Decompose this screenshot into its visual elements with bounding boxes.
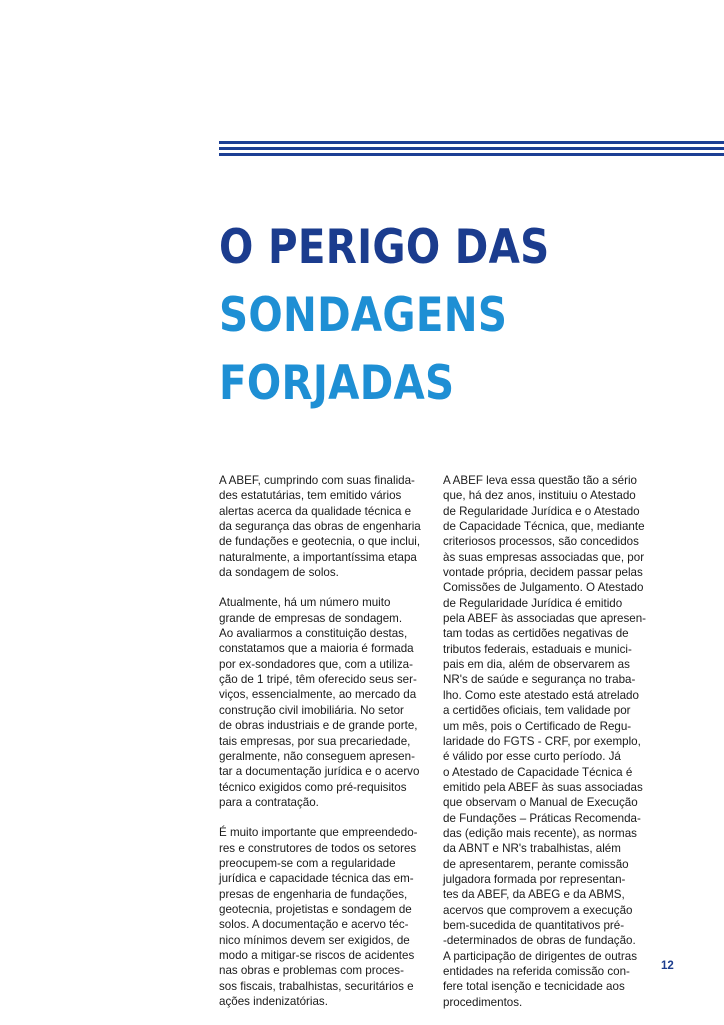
text-line: emitido pela ABEF às suas associadas: [443, 780, 643, 794]
text-line: tes da ABEF, da ABEG e da ABMS,: [443, 888, 625, 902]
text-line: de apresentarem, perante comissão: [443, 857, 629, 871]
text-line: pais em dia, além de observarem as: [443, 658, 630, 672]
left-column: [219, 473, 432, 1024]
text-line: presas de engenharia de fundações,: [219, 887, 408, 901]
text-line: nas obras e problemas com proces-: [219, 964, 404, 978]
text-line: viços, essencialmente, ao mercado da: [219, 688, 417, 702]
text-line: de fundações e geotecnia, o que inclui,: [219, 535, 421, 549]
text-line: entidades na referida comissão con-: [443, 965, 630, 978]
text-line: A ABEF leva essa questão tão a sério: [443, 474, 637, 487]
text-line: pela ABEF às associadas que apresen-: [443, 612, 647, 626]
text-line: É muito importante que empreendedo-: [219, 826, 418, 840]
text-line: -determinados de obras de fundação.: [443, 934, 636, 948]
right-column: [443, 473, 658, 1025]
title-line-2: SONDAGENS: [219, 288, 508, 343]
text-line: criteriosos processos, são concedidos: [443, 535, 639, 549]
text-line: res e construtores de todos os setores: [219, 841, 417, 855]
text-line: constatamos que a maioria é formada: [219, 642, 414, 656]
text-line: da sondagem de solos.: [219, 566, 339, 580]
page-number: 12: [661, 960, 674, 972]
text-line: técnico exigidos como pré-requisitos: [219, 780, 407, 794]
text-line: julgadora formada por representan-: [443, 872, 626, 886]
text-line: um mês, pois o Certificado de Regu-: [443, 719, 632, 733]
text-line: de obras industriais e de grande porte,: [219, 719, 418, 733]
text-line: Ao avaliarmos a constituição destas,: [219, 627, 408, 641]
text-line: Comissões de Julgamento. O Atestado: [443, 581, 644, 595]
text-line: de Regularidade Jurídica e o Atestado: [443, 504, 640, 518]
text-line: sos fiscais, trabalhistas, securitários e: [219, 979, 414, 993]
text-line: des estatutárias, tem emitido vários: [219, 489, 402, 503]
text-line: alertas acerca da qualidade técnica e: [219, 504, 412, 518]
text-line: A ABEF, cumprindo com suas finalida-: [219, 474, 415, 487]
text-line: que, há dez anos, instituiu o Atestado: [443, 489, 636, 503]
text-line: de Fundações – Práticas Recomenda-: [443, 811, 641, 825]
text-line: que observam o Manual de Execução: [443, 796, 638, 810]
header-rule-2: [219, 147, 724, 150]
text-line: é válido por esse curto período. Já: [443, 750, 621, 764]
body-paragraph: [219, 595, 432, 810]
text-line: bem-sucedida de quantitativos pré-: [443, 918, 625, 932]
text-line: construção civil imobiliária. No setor: [219, 703, 404, 717]
text-line: jurídica e capacidade técnica das em-: [219, 872, 414, 886]
title-line-3: FORJADAS: [219, 356, 455, 411]
text-line: da ABNT e NR's trabalhistas, além: [443, 842, 621, 856]
text-line: de Capacidade Técnica, que, mediante: [443, 520, 645, 534]
text-line: geotecnia, projetistas e sondagem de: [219, 902, 412, 916]
article-title: [219, 214, 549, 418]
text-line: a certidões oficiais, tem validade por: [443, 704, 631, 718]
text-line: geralmente, não conseguem apresen-: [219, 749, 415, 763]
title-line-1: O PERIGO DAS: [219, 220, 550, 275]
text-line: laridade do FGTS - CRF, por exemplo,: [443, 734, 641, 748]
text-line: ção de 1 tripé, têm oferecido seus ser-: [219, 673, 417, 687]
header-rule-1: [219, 141, 724, 144]
text-line: vontade própria, decidem passar pelas: [443, 566, 643, 580]
text-line: das (edição mais recente), as normas: [443, 826, 637, 840]
text-line: por ex-sondadores que, com a utiliza-: [219, 657, 413, 671]
text-line: fere total isenção e tecnicidade aos: [443, 980, 625, 994]
text-line: às suas empresas associadas que, por: [443, 550, 645, 564]
text-line: o Atestado de Capacidade Técnica é: [443, 765, 633, 779]
body-paragraph: [443, 473, 658, 1010]
text-line: de Regularidade Jurídica é emitido: [443, 596, 623, 610]
text-line: para a contratação.: [219, 795, 319, 809]
text-line: preocupem-se com a regularidade: [219, 856, 396, 870]
text-line: ações indenizatórias.: [219, 995, 328, 1008]
body-paragraph: [219, 825, 432, 1009]
text-line: tam todas as certidões negativas de: [443, 627, 629, 641]
text-line: solos. A documentação e acervo téc-: [219, 918, 409, 932]
text-line: tais empresas, por sua precariedade,: [219, 734, 411, 748]
text-line: lho. Como este atestado está atrelado: [443, 688, 639, 702]
text-line: NR's de saúde e segurança no traba-: [443, 673, 636, 687]
text-line: grande de empresas de sondagem.: [219, 611, 403, 625]
text-line: naturalmente, a importantíssima etapa: [219, 550, 417, 564]
text-line: da segurança das obras de engenharia: [219, 520, 421, 534]
text-line: A participação de dirigentes de outras: [443, 949, 637, 963]
text-line: Atualmente, há um número muito: [219, 596, 391, 610]
text-line: tar a documentação jurídica e o acervo: [219, 765, 420, 779]
body-paragraph: [219, 473, 432, 580]
text-line: modo a mitigar-se riscos de acidentes: [219, 948, 415, 962]
header-rule-3: [219, 153, 724, 156]
text-line: nico mínimos devem ser exigidos, de: [219, 933, 410, 947]
text-line: procedimentos.: [443, 995, 523, 1009]
text-line: tributos federais, estaduais e munici-: [443, 642, 632, 656]
text-line: acervos que comprovem a execução: [443, 903, 633, 917]
